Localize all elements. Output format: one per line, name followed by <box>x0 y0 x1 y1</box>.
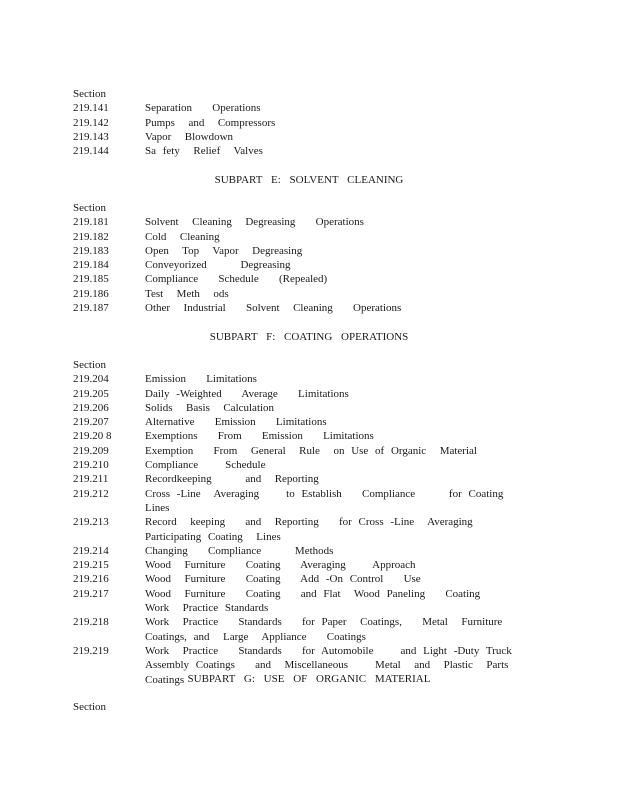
toc-row <box>73 372 513 386</box>
section-title: Pumps and Compressors <box>145 116 276 129</box>
section-number: 219.204 <box>73 373 109 386</box>
toc-row <box>73 572 513 586</box>
section-number: 219.212 <box>73 487 109 500</box>
toc-row <box>73 301 513 315</box>
section-number: 219.207 <box>73 416 109 429</box>
section-block-d <box>73 87 513 158</box>
section-block-f <box>73 358 530 687</box>
toc-row <box>73 387 513 401</box>
toc-row <box>73 401 513 415</box>
section-title: Cross -Line Averaging to Establish Compliance for Coating Lines <box>145 487 517 514</box>
toc-row <box>73 472 513 486</box>
toc-row <box>73 272 513 286</box>
section-number: 219.214 <box>73 544 109 557</box>
section-number: 219.215 <box>73 559 109 572</box>
section-title: Wood Furniture Coating and Flat Wood Paneling Coating Work Practice Standards <box>145 587 494 615</box>
section-title: Compliance Schedule <box>145 459 266 472</box>
section-number: 219.210 <box>73 459 109 472</box>
section-number: 219.213 <box>73 516 109 529</box>
section-number: 219.187 <box>73 302 109 315</box>
section-label: Section <box>73 359 106 371</box>
section-number: 219.142 <box>73 116 109 129</box>
section-number: 219.218 <box>73 616 109 629</box>
toc-row <box>73 287 513 301</box>
toc-row <box>73 544 513 558</box>
section-number: 219.144 <box>73 145 109 158</box>
toc-row <box>73 515 513 544</box>
section-title: Wood Furniture Coating Add -On Control Use <box>145 573 421 586</box>
section-number: 219.182 <box>73 230 109 243</box>
toc-row <box>73 458 513 472</box>
section-block-g <box>73 700 513 714</box>
section-label: Section <box>73 88 106 100</box>
section-number: 219.205 <box>73 387 109 400</box>
section-title: Recordkeeping and Reporting <box>145 473 319 486</box>
section-number: 219.185 <box>73 273 109 286</box>
section-title: Compliance Schedule (Repealed) <box>145 273 328 286</box>
toc-row <box>73 444 513 458</box>
section-title: Wood Furniture Coating Averaging Approach <box>145 559 416 572</box>
subpart-heading-f: SUBPART F: COATING OPERATIONS <box>209 331 409 343</box>
toc-row <box>73 429 513 443</box>
section-number: 219.141 <box>73 102 109 115</box>
section-number: 219.181 <box>73 216 109 229</box>
section-title: Sa fety Relief Valves <box>145 145 263 158</box>
section-number: 219.183 <box>73 244 109 257</box>
toc-row <box>73 244 513 258</box>
section-title: Exemptions From Emission Limitations <box>145 430 374 443</box>
section-label: Section <box>73 202 106 214</box>
section-label: Section <box>73 701 106 713</box>
section-title: Separation Operations <box>145 102 261 115</box>
section-title: Vapor Blowdown <box>145 130 234 143</box>
toc-row <box>73 215 513 229</box>
section-number: 219.211 <box>73 473 109 486</box>
section-title: Alternative Emission Limitations <box>145 416 327 429</box>
toc-row <box>73 258 513 272</box>
section-title: Test Meth ods <box>145 287 229 300</box>
toc-row <box>73 130 513 144</box>
toc-row <box>73 415 513 429</box>
toc-row <box>73 116 513 130</box>
section-title: Other Industrial Solvent Cleaning Operations <box>145 302 402 315</box>
toc-row <box>73 587 513 616</box>
section-title: Open Top Vapor Degreasing <box>145 244 303 257</box>
toc-row <box>73 615 530 644</box>
section-number: 219.217 <box>73 587 109 600</box>
section-number: 219.20 8 <box>73 430 112 443</box>
subpart-heading-g: SUBPART G: USE OF ORGANIC MATERIAL <box>187 673 431 685</box>
section-title: Record keeping and Reporting for Cross -Line Averaging Participating Coating Lines <box>145 516 500 543</box>
section-title: Cold Cleaning <box>145 230 220 243</box>
subpart-heading-e: SUBPART E: SOLVENT CLEANING <box>214 174 404 186</box>
section-number: 219.219 <box>73 644 109 657</box>
section-title: Work Practice Standards for Automobile and Light -Duty Truck Assembly Coatings and Miscellaneous Metal and Plastic Parts Coatings <box>145 644 525 686</box>
section-number: 219.186 <box>73 287 109 300</box>
section-title: Exemption From General Rule on Use of Organic Material <box>145 444 477 457</box>
section-block-e <box>73 201 513 315</box>
toc-row <box>73 558 513 572</box>
section-title: Emission Limitations <box>145 373 257 386</box>
section-number: 219.206 <box>73 401 109 414</box>
section-number: 219.216 <box>73 573 109 586</box>
toc-row <box>73 230 513 244</box>
toc-row <box>73 101 513 115</box>
section-title: Conveyorized Degreasing <box>145 259 291 272</box>
toc-row <box>73 487 517 516</box>
section-title: Solvent Cleaning Degreasing Operations <box>145 216 364 229</box>
section-number: 219.209 <box>73 444 109 457</box>
section-title: Solids Basis Calculation <box>145 401 275 414</box>
toc-row <box>73 144 513 158</box>
section-title: Work Practice Standards for Paper Coatings, Metal Furniture Coatings, and Large Appliance Coatings <box>145 616 530 643</box>
section-number: 219.184 <box>73 259 109 272</box>
section-number: 219.143 <box>73 130 109 143</box>
section-title: Changing Compliance Methods <box>145 544 334 557</box>
section-title: Daily -Weighted Average Limitations <box>145 387 349 400</box>
